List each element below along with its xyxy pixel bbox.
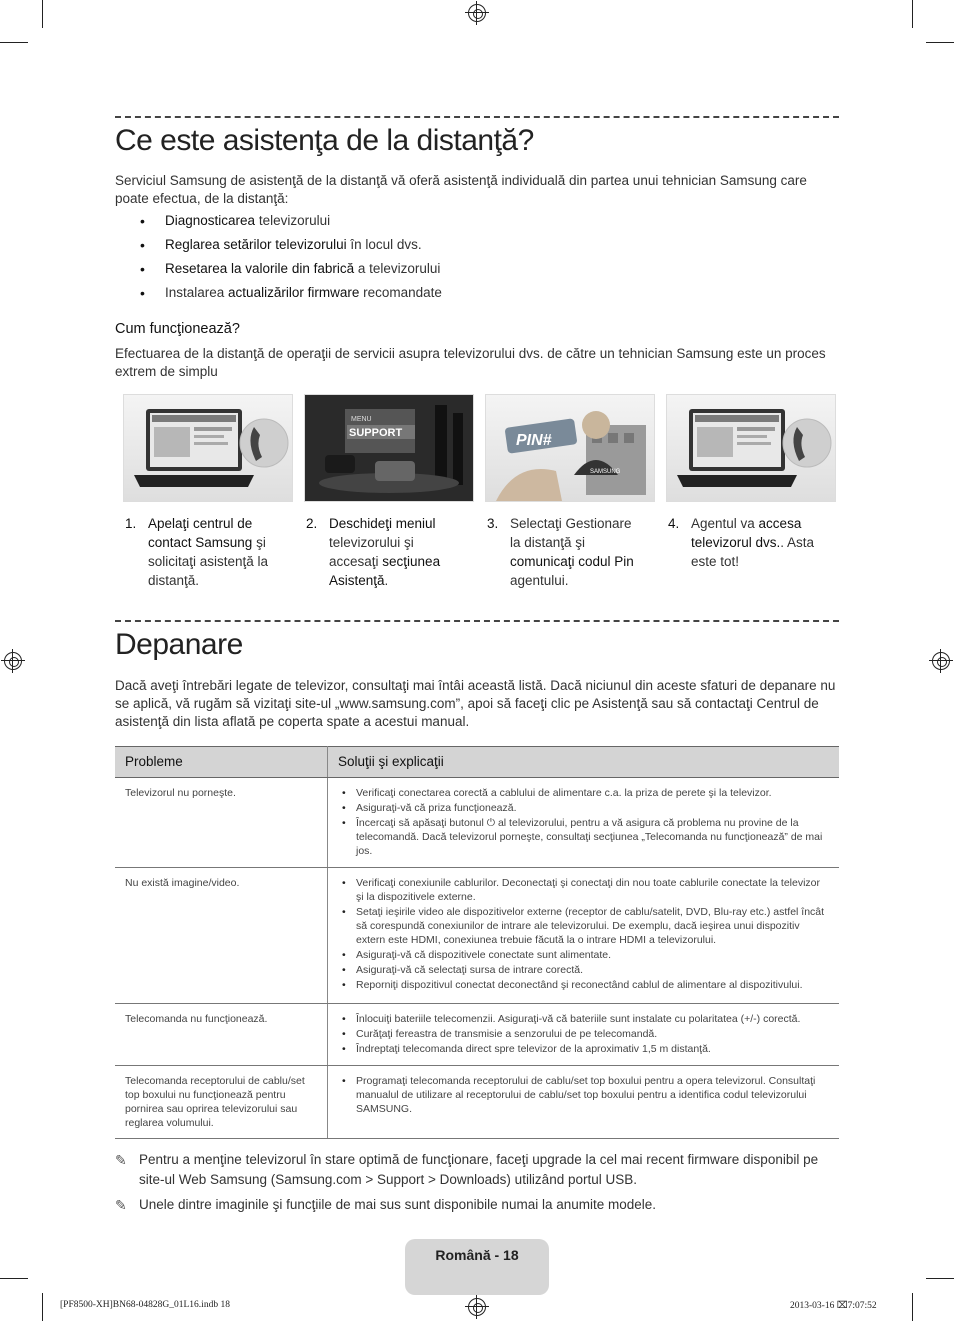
troubleshooting-table <box>115 746 839 1139</box>
crop-mark <box>912 0 913 28</box>
registration-mark-icon <box>932 652 950 670</box>
section-title: Ce este asistenţa de la distanţă? <box>115 124 534 157</box>
table-row <box>115 1004 839 1066</box>
footer-right: 2013-03-16 ⌧7:07:52 <box>790 1301 877 1311</box>
footer-left: [PF8500-XH]BN68-04828G_01L16.indb 18 <box>60 1300 230 1310</box>
crop-mark <box>912 1293 913 1321</box>
registration-mark-icon <box>4 652 22 670</box>
crop-mark <box>42 1293 43 1321</box>
page-label: Română - 18 <box>435 1247 519 1263</box>
problem-cell: Telecomanda nu funcţionează. <box>115 1004 328 1066</box>
column-header: Soluţii şi explicaţii <box>328 747 840 778</box>
table-row <box>115 778 839 868</box>
solutions-cell: • Verificaţi conexiunile cablurilor. Deconectaţi şi conectaţi din nou toate cablurile conectate la televizor şi la dispozitivele externe. • Setaţi ieşirile video ale dispozitivelor externe (receptor de cablu/satelit, DVD, Blu-ray etc.) astfel încât să corespundă conexiunilor de intrare ale televizorului. De exemplu, dacă ieşirea unui dispozitiv extern este HDMI, conexiunea trebuie făcută la o intrare HDMI a televizorului. • Asiguraţi-vă că dispozitivele conectate sunt alimentate. • Asiguraţi-vă că selectaţi sursa de intrare corectă. • Reporniţi dispozitivul conectat deconectând şi reconectând cablul de alimentare al dispozitivului. <box>328 868 840 1004</box>
section-divider <box>115 620 839 622</box>
step-image-support-menu <box>304 394 474 502</box>
list-item: • Diagnosticarea televizorului <box>140 211 442 235</box>
intro-paragraph: Serviciul Samsung de asistenţă de la distanţă vă oferă asistenţă individuală din partea unui tehnician Samsung care poate efectua, de la distanţă: <box>115 173 807 206</box>
problem-cell: Telecomanda receptorului de cablu/set top boxului nu funcţionează pentru pornirea sau oprirea televizorului sau reglarea volumului. <box>115 1066 328 1139</box>
registration-mark-icon <box>468 1298 486 1316</box>
table-row <box>115 868 839 1004</box>
step-image-laptop-call <box>123 394 293 502</box>
crop-mark <box>926 1278 954 1279</box>
pin-label: PIN# <box>516 432 552 449</box>
how-paragraph: Efectuarea de la distanţă de operaţii de servicii asupra televizorului dvs. de către un tehnician Samsung este un proces extrem de simplu <box>115 346 826 379</box>
table-row <box>115 1066 839 1139</box>
column-header: Probleme <box>115 747 328 778</box>
list-item: • Reglarea setărilor televizorului în locul dvs. <box>140 235 442 259</box>
crop-mark <box>0 42 28 43</box>
solutions-cell: • Verificaţi conectarea corectă a cablului de alimentare c.a. la priza de perete şi la televizor. • Asiguraţi-vă că priza funcţionează. • Încercaţi să apăsaţi butonul ⏻ al televizorului, pentru a vă asigura că problema nu provine de la telecomandă. Dacă televizorul porneşte, consultaţi secţiunea „Telecomanda nu funcţionează” de mai jos. <box>328 778 840 868</box>
solutions-cell: • Înlocuiţi bateriile telecomenzii. Asiguraţi-vă că bateriile sunt instalate cu polaritatea (+/-) corectă. • Curăţaţi fereastra de transmisie a senzorului de pe telecomandă. • Îndreptaţi telecomanda direct spre televizor de la aproximativ 1,5 m distanţă. <box>328 1004 840 1066</box>
how-heading: Cum funcţionează? <box>115 321 240 337</box>
solutions-cell: • Programaţi telecomanda receptorului de cablu/set top boxului pentru a opera televizorul. Consultaţi manualul de utilizare al receptorului de cablu/set top boxului pentru a identifica codul televizorului SAMSUNG. <box>328 1066 840 1139</box>
problem-cell: Televizorul nu porneşte. <box>115 778 328 868</box>
intro-paragraph: Dacă aveţi întrebări legate de televizor, consultaţi mai întâi această listă. Dacă niciunul din aceste sfaturi de depanare nu se aplică, vă rugăm să vizitaţi site-ul „www.samsung.com”, apoi să faceţi clic pe Asistenţă sau să contactaţi Centrul de asistenţă din lista aflată pe coperta spate a acestui manual. <box>115 678 836 729</box>
section-title: Depanare <box>115 628 243 661</box>
crop-mark <box>42 0 43 28</box>
registration-mark-icon <box>468 4 486 22</box>
note-pencil-icon: ✎ <box>115 1152 127 1168</box>
step-image-pin-agent <box>485 394 655 502</box>
samsung-logo: SAMSUNG <box>590 469 621 475</box>
support-label: SUPPORT <box>349 427 403 439</box>
section-divider <box>115 116 839 118</box>
problem-cell: Nu există imagine/video. <box>115 868 328 1004</box>
note-pencil-icon: ✎ <box>115 1197 127 1213</box>
menu-label: MENU <box>351 416 372 423</box>
step-image-laptop-call-2 <box>666 394 836 502</box>
crop-mark <box>926 42 954 43</box>
feature-list <box>140 211 442 307</box>
list-item: • Resetarea la valorile din fabrică a televizorului <box>140 259 442 283</box>
list-item: • Instalarea actualizărilor firmware recomandate <box>140 283 442 307</box>
page-number-tab <box>405 1239 549 1295</box>
crop-mark <box>0 1278 28 1279</box>
